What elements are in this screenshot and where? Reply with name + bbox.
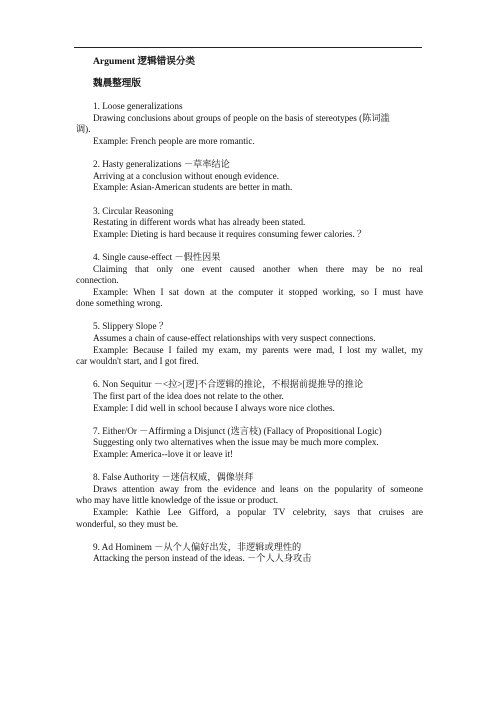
fallacy-section-4 xyxy=(76,251,423,310)
fallacy-line: connection. xyxy=(76,275,119,286)
fallacy-line: Arriving at a conclusion without enough evidence. xyxy=(93,170,279,181)
fallacy-line: Restating in different words what has already been stated. xyxy=(93,217,306,228)
fallacy-section-1 xyxy=(76,101,423,147)
fallacy-section-8 xyxy=(76,472,423,530)
fallacy-title: 4. Single cause-effect －假性因果 xyxy=(93,251,221,262)
fallacy-example: Example: Dieting is hard because it requires consuming fewer calories. ？ xyxy=(93,228,367,239)
fallacy-example: Example: Asian-American students are better in math. xyxy=(93,182,293,193)
fallacy-section-5 xyxy=(76,321,423,367)
fallacy-title: 6. Non Sequitur －<拉>[逻]不合逻辑的推论，不根据前提推导的推论 xyxy=(93,379,364,390)
fallacy-example: Example: I did well in school because I always wore nice clothes. xyxy=(93,402,335,413)
fallacy-section-7 xyxy=(93,426,423,461)
fallacy-example: Example: French people are more romantic. xyxy=(93,135,255,146)
fallacy-line: The first part of the idea does not relate to the other. xyxy=(93,391,284,402)
document-subtitle: 魏晨整理版 xyxy=(93,77,141,89)
fallacy-title: 5. Slippery Slope ？ xyxy=(93,321,169,332)
fallacy-line: Attacking the person instead of the ideas. －个人人身攻击 xyxy=(93,553,312,564)
fallacy-title: 1. Loose generalizations xyxy=(93,101,183,112)
fallacy-example: Example: Because I failed my exam, my parents were mad, I lost my wallet, my xyxy=(93,344,423,355)
fallacy-title: 9. Ad Hominem －从个人偏好出发，非逻辑或理性的 xyxy=(93,541,302,552)
fallacy-line: Drawing conclusions about groups of people on the basis of stereotypes (陈词滥 xyxy=(93,112,390,123)
header-rule xyxy=(74,47,422,48)
fallacy-section-6 xyxy=(93,379,423,414)
fallacy-section-2 xyxy=(93,159,423,194)
fallacy-example: Example: Kathie Lee Gifford, a popular TV celebrity, says that cruises are xyxy=(93,506,423,517)
fallacy-line: Suggesting only two alternatives when the issue may be much more complex. xyxy=(93,437,379,448)
document-title: Argument 逻辑错误分类 xyxy=(93,56,196,67)
fallacy-line: who may have little knowledge of the issue or product. xyxy=(76,495,279,506)
fallacy-example: done something wrong. xyxy=(76,298,163,309)
fallacy-title: 3. Circular Reasoning xyxy=(93,205,174,216)
document-body xyxy=(76,56,423,577)
fallacy-section-9 xyxy=(93,542,423,565)
fallacy-title: 7. Either/Or －Affirming a Disjunct (选言枝) (Fallacy of Propositional Logic) xyxy=(93,425,382,436)
fallacy-title: 8. False Authority －迷信权威，偶像崇拜 xyxy=(93,472,254,483)
fallacy-line: Draws attention away from the evidence and leans on the popularity of someone xyxy=(93,483,423,494)
fallacy-example: Example: When I sat down at the computer it stopped working, so I must have xyxy=(93,286,423,297)
fallacy-line: 调). xyxy=(76,124,91,135)
fallacy-example: Example: America--love it or leave it! xyxy=(93,449,234,459)
fallacy-example: car wouldn't start, and I got fired. xyxy=(76,356,199,367)
fallacy-section-3 xyxy=(93,206,423,241)
fallacy-line: Claiming that only one event caused another when there may be no real xyxy=(93,263,423,274)
fallacy-title: 2. Hasty generalizations －草率结论 xyxy=(93,159,230,170)
fallacy-example: wonderful, so they must be. xyxy=(76,518,179,529)
fallacy-line: Assumes a chain of cause-effect relationships with very suspect connections. xyxy=(93,333,376,344)
